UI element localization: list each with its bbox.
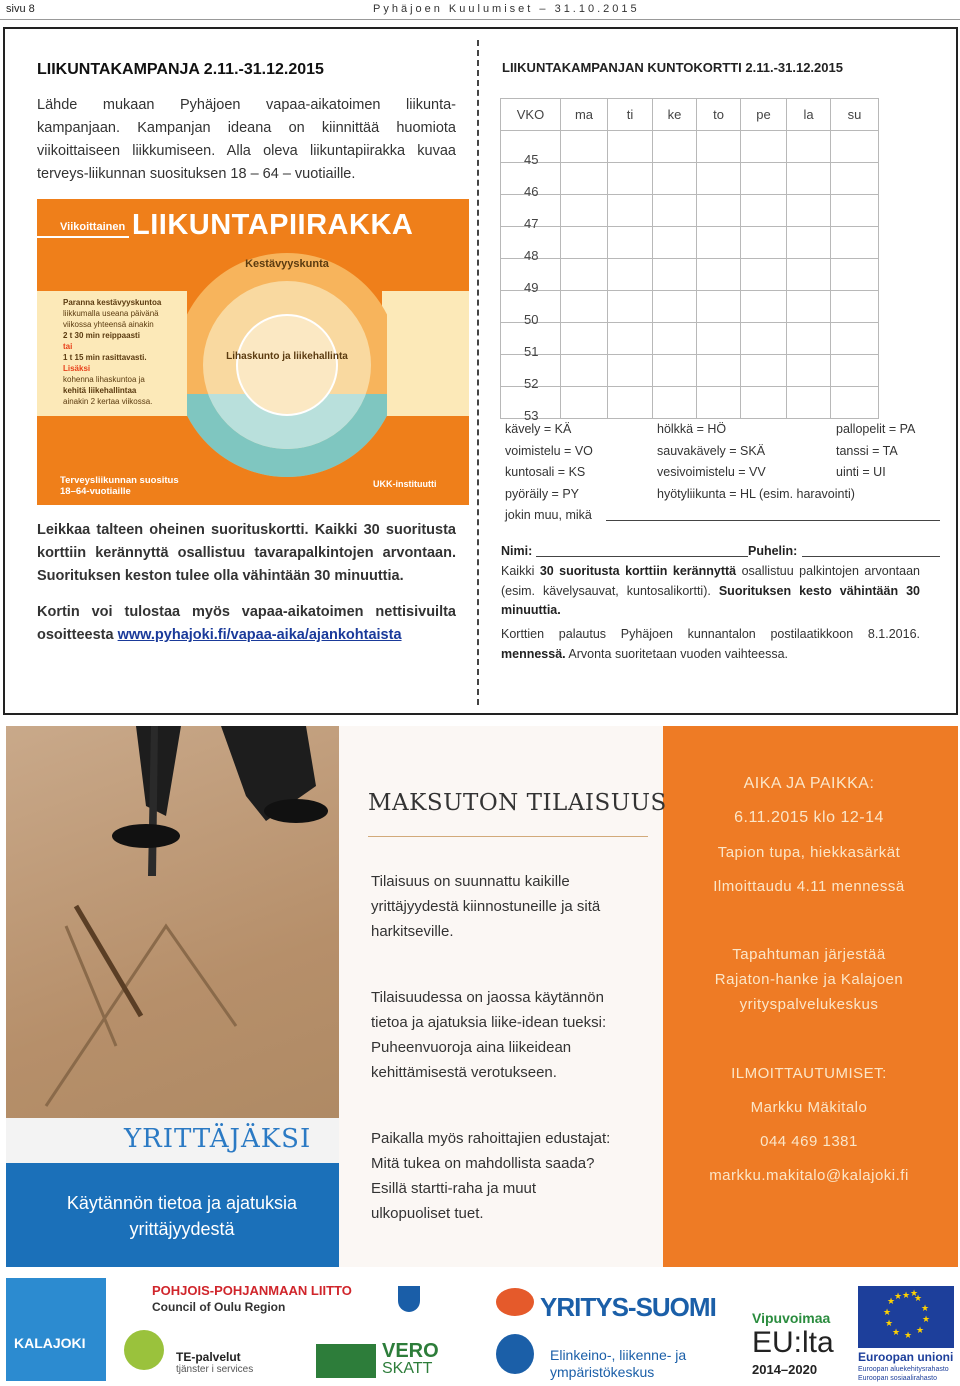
ad-line: Tilaisuudessa on jaossa käytännön: [371, 989, 604, 1006]
card-rules: [501, 562, 920, 621]
legend-item: kuntosali = KS: [505, 465, 586, 479]
phone-field[interactable]: [802, 556, 940, 557]
poster-title: LIIKUNTAPIIRAKKA: [132, 209, 414, 241]
activity-cell[interactable]: [608, 291, 653, 323]
pie-center: [237, 315, 337, 415]
activity-cell[interactable]: [787, 195, 831, 227]
coat-of-arms-icon: [398, 1286, 420, 1312]
vero-logo-line1: VERO: [382, 1340, 439, 1362]
intro-line: viikoittaiseen liikkumiseen. Alla oleva liikuntapiirakka kuvaa: [37, 143, 456, 159]
activity-cell[interactable]: [787, 387, 831, 419]
activity-cell[interactable]: [653, 291, 697, 323]
event-signup-deadline: Ilmoittaudu 4.11 mennessä: [713, 878, 905, 895]
activity-cell[interactable]: [653, 131, 697, 163]
pie-diagram: [187, 249, 387, 481]
eu-logo-line1: Euroopan unioni: [858, 1350, 954, 1364]
activity-cell[interactable]: [787, 259, 831, 291]
cut-line-text: korttiin kerännyttä osallistuu tavarapalkintojen arvontaan.: [37, 545, 456, 561]
liikuntapiirakka-poster: [37, 199, 469, 505]
activity-cell[interactable]: [787, 291, 831, 323]
contact-email[interactable]: markku.makitalo@kalajoki.fi: [709, 1167, 909, 1184]
legend-item: vesivoimistelu = VV: [657, 465, 766, 479]
activity-cell[interactable]: [741, 195, 787, 227]
organizer-line: Rajaton-hanke ja Kalajoen: [714, 971, 904, 988]
svg-text:★: ★: [883, 1308, 892, 1318]
week-number: [501, 355, 561, 391]
grid-header: VKO: [501, 99, 561, 131]
ad-line: Paikalla myös rahoittajien edustajat:: [371, 1130, 611, 1147]
poster-line: Lisäksi: [63, 364, 91, 373]
exercise-card-grid: [500, 98, 879, 423]
activity-cell[interactable]: [697, 355, 741, 387]
poster-recommendation: [63, 297, 191, 407]
grid-week-row: [501, 131, 879, 163]
poster-right-panel: [382, 291, 469, 416]
svg-text:★: ★: [910, 1289, 919, 1299]
activity-cell[interactable]: [561, 195, 608, 227]
activity-cell[interactable]: [831, 323, 879, 355]
pie-ring-top-label: Kestävyyskunta: [245, 258, 329, 270]
intro-line: terveys-liikunnan suosituksen 18 – 64 – vuotiaille.: [37, 166, 356, 182]
activity-cell[interactable]: [741, 259, 787, 291]
page-header: [0, 0, 960, 20]
svg-text:★: ★: [885, 1319, 894, 1329]
activity-cell[interactable]: [653, 195, 697, 227]
activity-cell[interactable]: [608, 131, 653, 163]
te-logo-icon: [124, 1330, 164, 1370]
rules-bold: 30 suoritusta korttiin kerännyttä: [539, 564, 737, 578]
activity-cell[interactable]: [653, 355, 697, 387]
activity-cell[interactable]: [653, 163, 697, 195]
years-logo: 2014–2020: [752, 1362, 818, 1377]
yrittajaksi-title: YRITTÄJÄKSI: [124, 1124, 312, 1154]
organizer-line: Tapahtuman järjestää: [732, 946, 886, 963]
week-number: [501, 259, 561, 295]
activity-cell[interactable]: [697, 291, 741, 323]
ely-icon: [496, 1334, 534, 1374]
poster-rule: [37, 236, 129, 238]
activity-cell[interactable]: [653, 227, 697, 259]
poster-line: Paranna kestävyyskuntoa: [63, 298, 162, 307]
activity-cell[interactable]: [831, 227, 879, 259]
pie-center-label: Lihaskunto ja liikehallinta: [226, 351, 348, 362]
activity-cell[interactable]: [697, 323, 741, 355]
week-number: [501, 291, 561, 327]
grid-header: la: [787, 99, 831, 131]
grid-header-row: [501, 99, 879, 131]
poster-line: liikkumalla useana päivänä: [63, 309, 159, 318]
legend-item: pyöräily = PY: [505, 486, 579, 501]
return-bold: mennessä.: [501, 646, 566, 661]
activity-cell[interactable]: [831, 387, 879, 419]
other-activity-line[interactable]: [606, 520, 940, 521]
cut-line-text: Suorituksen keston tulee olla vähintään 30 minuuttia.: [37, 568, 404, 584]
page-number: sivu 8: [6, 3, 35, 15]
ad-line: yrittäjyydestä kiinnostuneille ja sitä: [371, 898, 601, 915]
week-label: 51: [524, 344, 539, 359]
pyhajoki-link[interactable]: www.pyhajoki.fi/vapaa-aika/ajankohtaista: [117, 627, 402, 643]
grid-week-row: [501, 259, 879, 291]
kuntokortti-title: LIIKUNTAKAMPANJAN KUNTOKORTTI 2.11.-31.12.2015: [502, 60, 843, 75]
activity-cell[interactable]: [697, 195, 741, 227]
cut-line-text: Leikkaa talteen oheinen suorituskortti. Kaikki 30 suoritusta: [37, 522, 456, 538]
activity-cell[interactable]: [608, 355, 653, 387]
svg-text:★: ★: [902, 1291, 911, 1301]
activity-cell[interactable]: [741, 131, 787, 163]
ely-logo-line1: Elinkeino-, liikenne- ja: [550, 1347, 687, 1363]
legend-col-1: [505, 419, 593, 527]
publication-title: Pyhäjoen Kuulumiset – 31.10.2015: [373, 3, 640, 15]
activity-cell[interactable]: [608, 259, 653, 291]
ad-line: Tilaisuus on suunnattu kaikille: [371, 873, 570, 890]
ad-headline: MAKSUTON TILAISUUS: [368, 790, 667, 816]
return-line-2: [501, 645, 920, 665]
activity-cell[interactable]: [787, 163, 831, 195]
ad-line: harkitseville.: [371, 923, 454, 940]
activity-cell[interactable]: [608, 387, 653, 419]
return-line: Korttien palautus Pyhäjoen kunnantalon postilaatikkoon 8.1.2016.: [501, 627, 920, 641]
activity-cell[interactable]: [608, 227, 653, 259]
ad-para-2: [371, 985, 606, 1085]
vero-logo-line2: SKATT: [382, 1360, 433, 1377]
activity-cell[interactable]: [653, 259, 697, 291]
week-number: [501, 195, 561, 231]
rules-text: (esim. kävelysauvat, kuntosalikortti).: [501, 583, 719, 598]
svg-text:★: ★: [892, 1328, 901, 1338]
poster-line: 2 t 30 min reippaasti: [63, 331, 140, 340]
activity-cell[interactable]: [561, 259, 608, 291]
cut-line: [477, 40, 479, 705]
intro-line: Lähde mukaan Pyhäjoen vapaa-aikatoimen liikunta-: [37, 97, 456, 113]
legend-item: sauvakävely = SKÄ: [657, 443, 766, 458]
svg-text:★: ★: [887, 1297, 896, 1307]
ad-line: kehittämisestä verotukseen.: [371, 1064, 557, 1081]
event-date: 6.11.2015 klo 12-14: [734, 809, 884, 826]
svg-text:★: ★: [922, 1315, 931, 1325]
ad-para-1: [371, 869, 600, 944]
eu-lta-logo: EU:lta: [752, 1326, 834, 1359]
poster-line: tai: [63, 342, 73, 351]
activity-cell[interactable]: [561, 355, 608, 387]
campaign-intro: [37, 94, 456, 186]
activity-cell[interactable]: [697, 163, 741, 195]
headline-rule: [368, 836, 648, 837]
poster-line: kohenna lihaskuntoa ja: [63, 375, 145, 384]
week-number: [501, 227, 561, 263]
rules-line: [501, 562, 920, 582]
ad-line: Puheenvuoroja aina liikeidean: [371, 1039, 572, 1056]
activity-cell[interactable]: [697, 131, 741, 163]
legend-item: tanssi = TA: [836, 443, 898, 458]
poster-line: ainakin 2 kertaa viikossa.: [63, 397, 153, 406]
legend-item: jokin muu, mikä: [505, 508, 592, 522]
name-field[interactable]: [536, 556, 748, 557]
eu-logo-line2: Euroopan aluekehitysrahasto: [858, 1366, 949, 1373]
legend-item: hölkkä = HÖ: [657, 422, 727, 436]
activity-cell[interactable]: [741, 163, 787, 195]
contact-name: Markku Mäkitalo: [750, 1099, 868, 1116]
activity-cell[interactable]: [831, 163, 879, 195]
activity-cell[interactable]: [831, 355, 879, 387]
te-logo-line1: TE-palvelut: [176, 1350, 241, 1364]
week-label: 49: [524, 280, 539, 295]
activity-cell[interactable]: [561, 163, 608, 195]
ad-line: tietoa ja ajatuksia liike-idean tueksi:: [371, 1014, 607, 1031]
week-label: 48: [524, 248, 539, 263]
grid-header: ma: [561, 99, 608, 131]
activity-cell[interactable]: [741, 227, 787, 259]
print-line-text: Kortin voi tulostaa myös vapaa-aikatoimen nettisivuilta: [37, 604, 456, 620]
te-logo-line2: tjänster i services: [176, 1364, 254, 1375]
svg-text:★: ★: [894, 1292, 903, 1302]
pohjois-logo-line1: POHJOIS-POHJANMAAN LIITTO: [152, 1283, 352, 1298]
ad-line: ulkopuoliset tuet.: [371, 1205, 484, 1222]
activity-cell[interactable]: [608, 323, 653, 355]
activity-cell[interactable]: [561, 131, 608, 163]
print-prefix: osoitteesta: [37, 627, 118, 643]
activity-cell[interactable]: [787, 227, 831, 259]
legend-item: pallopelit = PA: [836, 422, 916, 436]
activity-cell[interactable]: [831, 195, 879, 227]
ad-line: Esillä startti-raha ja muut: [371, 1180, 537, 1197]
poster-footer-line: 18–64-vuotiaille: [60, 486, 131, 497]
activity-cell[interactable]: [561, 227, 608, 259]
kalajoki-logo: KALAJOKI: [14, 1335, 86, 1351]
print-instructions: [37, 601, 456, 647]
activity-cell[interactable]: [608, 195, 653, 227]
activity-cell[interactable]: [787, 355, 831, 387]
activity-cell[interactable]: [831, 291, 879, 323]
activity-cell[interactable]: [561, 323, 608, 355]
rules-bold: minuuttia.: [501, 603, 561, 617]
week-number: [501, 323, 561, 359]
activity-cell[interactable]: [787, 131, 831, 163]
grid-week-row: [501, 227, 879, 259]
return-rest: Arvonta suoritetaan vuoden vaihteessa.: [565, 646, 788, 661]
activity-cell[interactable]: [697, 227, 741, 259]
week-number: [501, 387, 561, 423]
rules-bold: Suorituksen kesto vähintään 30: [718, 583, 920, 598]
ely-logo-line2: ympäristökeskus: [550, 1364, 655, 1380]
poster-footer-line: Terveysliikunnan suositus: [60, 475, 179, 486]
ukk-logo: UKK-instituutti: [373, 479, 437, 489]
activity-cell[interactable]: [697, 387, 741, 419]
week-number: [501, 163, 561, 199]
legend-col-2: [657, 419, 855, 505]
poster-line: viikossa yhteensä ainakin: [63, 320, 154, 329]
yritys-suomi-icon: [496, 1288, 534, 1316]
activity-cell[interactable]: [608, 163, 653, 195]
activity-cell[interactable]: [787, 323, 831, 355]
vipuvoimaa-logo: Vipuvoimaa: [752, 1310, 831, 1326]
pohjois-logo-line2: Council of Oulu Region: [152, 1300, 286, 1314]
time-title: AIKA JA PAIKKA:: [743, 775, 875, 792]
legend-item: voimistelu = VO: [505, 443, 593, 458]
subtitle-line: Käytännön tietoa ja ajatuksia: [66, 1193, 298, 1213]
grid-header: ke: [653, 99, 697, 131]
rules-line: [501, 601, 920, 621]
week-label: 45: [524, 152, 539, 167]
grid-header: ti: [608, 99, 653, 131]
name-label: Nimi:: [501, 544, 533, 558]
week-label: 47: [524, 216, 539, 231]
svg-text:★: ★: [921, 1304, 930, 1314]
grid-week-row: [501, 291, 879, 323]
activity-cell[interactable]: [561, 387, 608, 419]
activity-cell[interactable]: [741, 355, 787, 387]
contact-phone: 044 469 1381: [760, 1133, 858, 1150]
eu-stars-icon: [858, 1286, 954, 1348]
activity-cell[interactable]: [741, 323, 787, 355]
legend-item: hyötyliikunta = HL (esim. haravointi): [657, 486, 855, 501]
poster-weekly-label: Viikoittainen: [60, 221, 126, 233]
week-label: 52: [524, 376, 539, 391]
subtitle-line: yrittäjyydestä: [129, 1219, 235, 1239]
rules-text: Kaikki: [501, 564, 540, 578]
activity-cell[interactable]: [831, 259, 879, 291]
grid-header: pe: [741, 99, 787, 131]
grid-week-row: [501, 195, 879, 227]
grid-week-row: [501, 355, 879, 387]
legend-col-3: [836, 419, 915, 484]
yrittajaksi-subtitle: [52, 1190, 312, 1242]
activity-cell[interactable]: [831, 131, 879, 163]
svg-text:★: ★: [904, 1331, 913, 1341]
svg-text:★: ★: [916, 1326, 925, 1336]
event-organizer: [664, 944, 954, 1016]
week-label: 53: [524, 408, 539, 423]
return-info: [501, 625, 920, 664]
week-number: [501, 131, 561, 167]
grid-header: su: [831, 99, 879, 131]
activity-cell[interactable]: [741, 387, 787, 419]
poster-footer: [60, 475, 179, 497]
beach-illustration: [6, 726, 339, 1126]
activity-cell[interactable]: [653, 323, 697, 355]
phone-label: Puhelin:: [748, 544, 798, 558]
kalajoki-logo-bg: [6, 1278, 106, 1381]
grid-week-row: [501, 323, 879, 355]
activity-cell[interactable]: [697, 259, 741, 291]
rules-line: [501, 582, 920, 602]
intro-line: kampanjaan. Kampanjan ideana on kiinnittää huomiota: [37, 120, 456, 136]
yritys-suomi-logo: YRITYS-SUOMI: [540, 1292, 716, 1322]
organizer-line: yrityspalvelukeskus: [739, 996, 879, 1013]
print-line-2: [37, 624, 456, 647]
grid-week-row: [501, 387, 879, 419]
cut-instructions: [37, 519, 456, 588]
ad-para-3: [371, 1126, 610, 1226]
week-label: 50: [524, 312, 539, 327]
contact-title: ILMOITTAUTUMISET:: [731, 1065, 887, 1082]
grid-week-row: [501, 163, 879, 195]
activity-cell[interactable]: [561, 291, 608, 323]
legend-item: kävely = KÄ: [505, 422, 572, 436]
event-place: Tapion tupa, hiekkasärkät: [717, 844, 901, 861]
poster-line: 1 t 15 min rasittavasti.: [63, 353, 147, 362]
ad-line: Mitä tukea on mahdollista saada?: [371, 1155, 595, 1172]
svg-text:★: ★: [914, 1294, 923, 1304]
week-label: 46: [524, 184, 539, 199]
eu-flag: [858, 1286, 954, 1348]
campaign-title: LIIKUNTAKAMPANJA 2.11.-31.12.2015: [37, 61, 324, 78]
poster-line: kehitä liikehallintaa: [63, 386, 137, 395]
legend-item: uinti = UI: [836, 465, 886, 479]
leader-logo: [316, 1344, 376, 1378]
rules-text: osallistuu palkintojen arvontaan: [736, 564, 920, 578]
eu-logo-line3: Euroopan sosiaalirahasto: [858, 1375, 937, 1382]
activity-cell[interactable]: [741, 291, 787, 323]
grid-header: to: [697, 99, 741, 131]
activity-cell[interactable]: [653, 387, 697, 419]
